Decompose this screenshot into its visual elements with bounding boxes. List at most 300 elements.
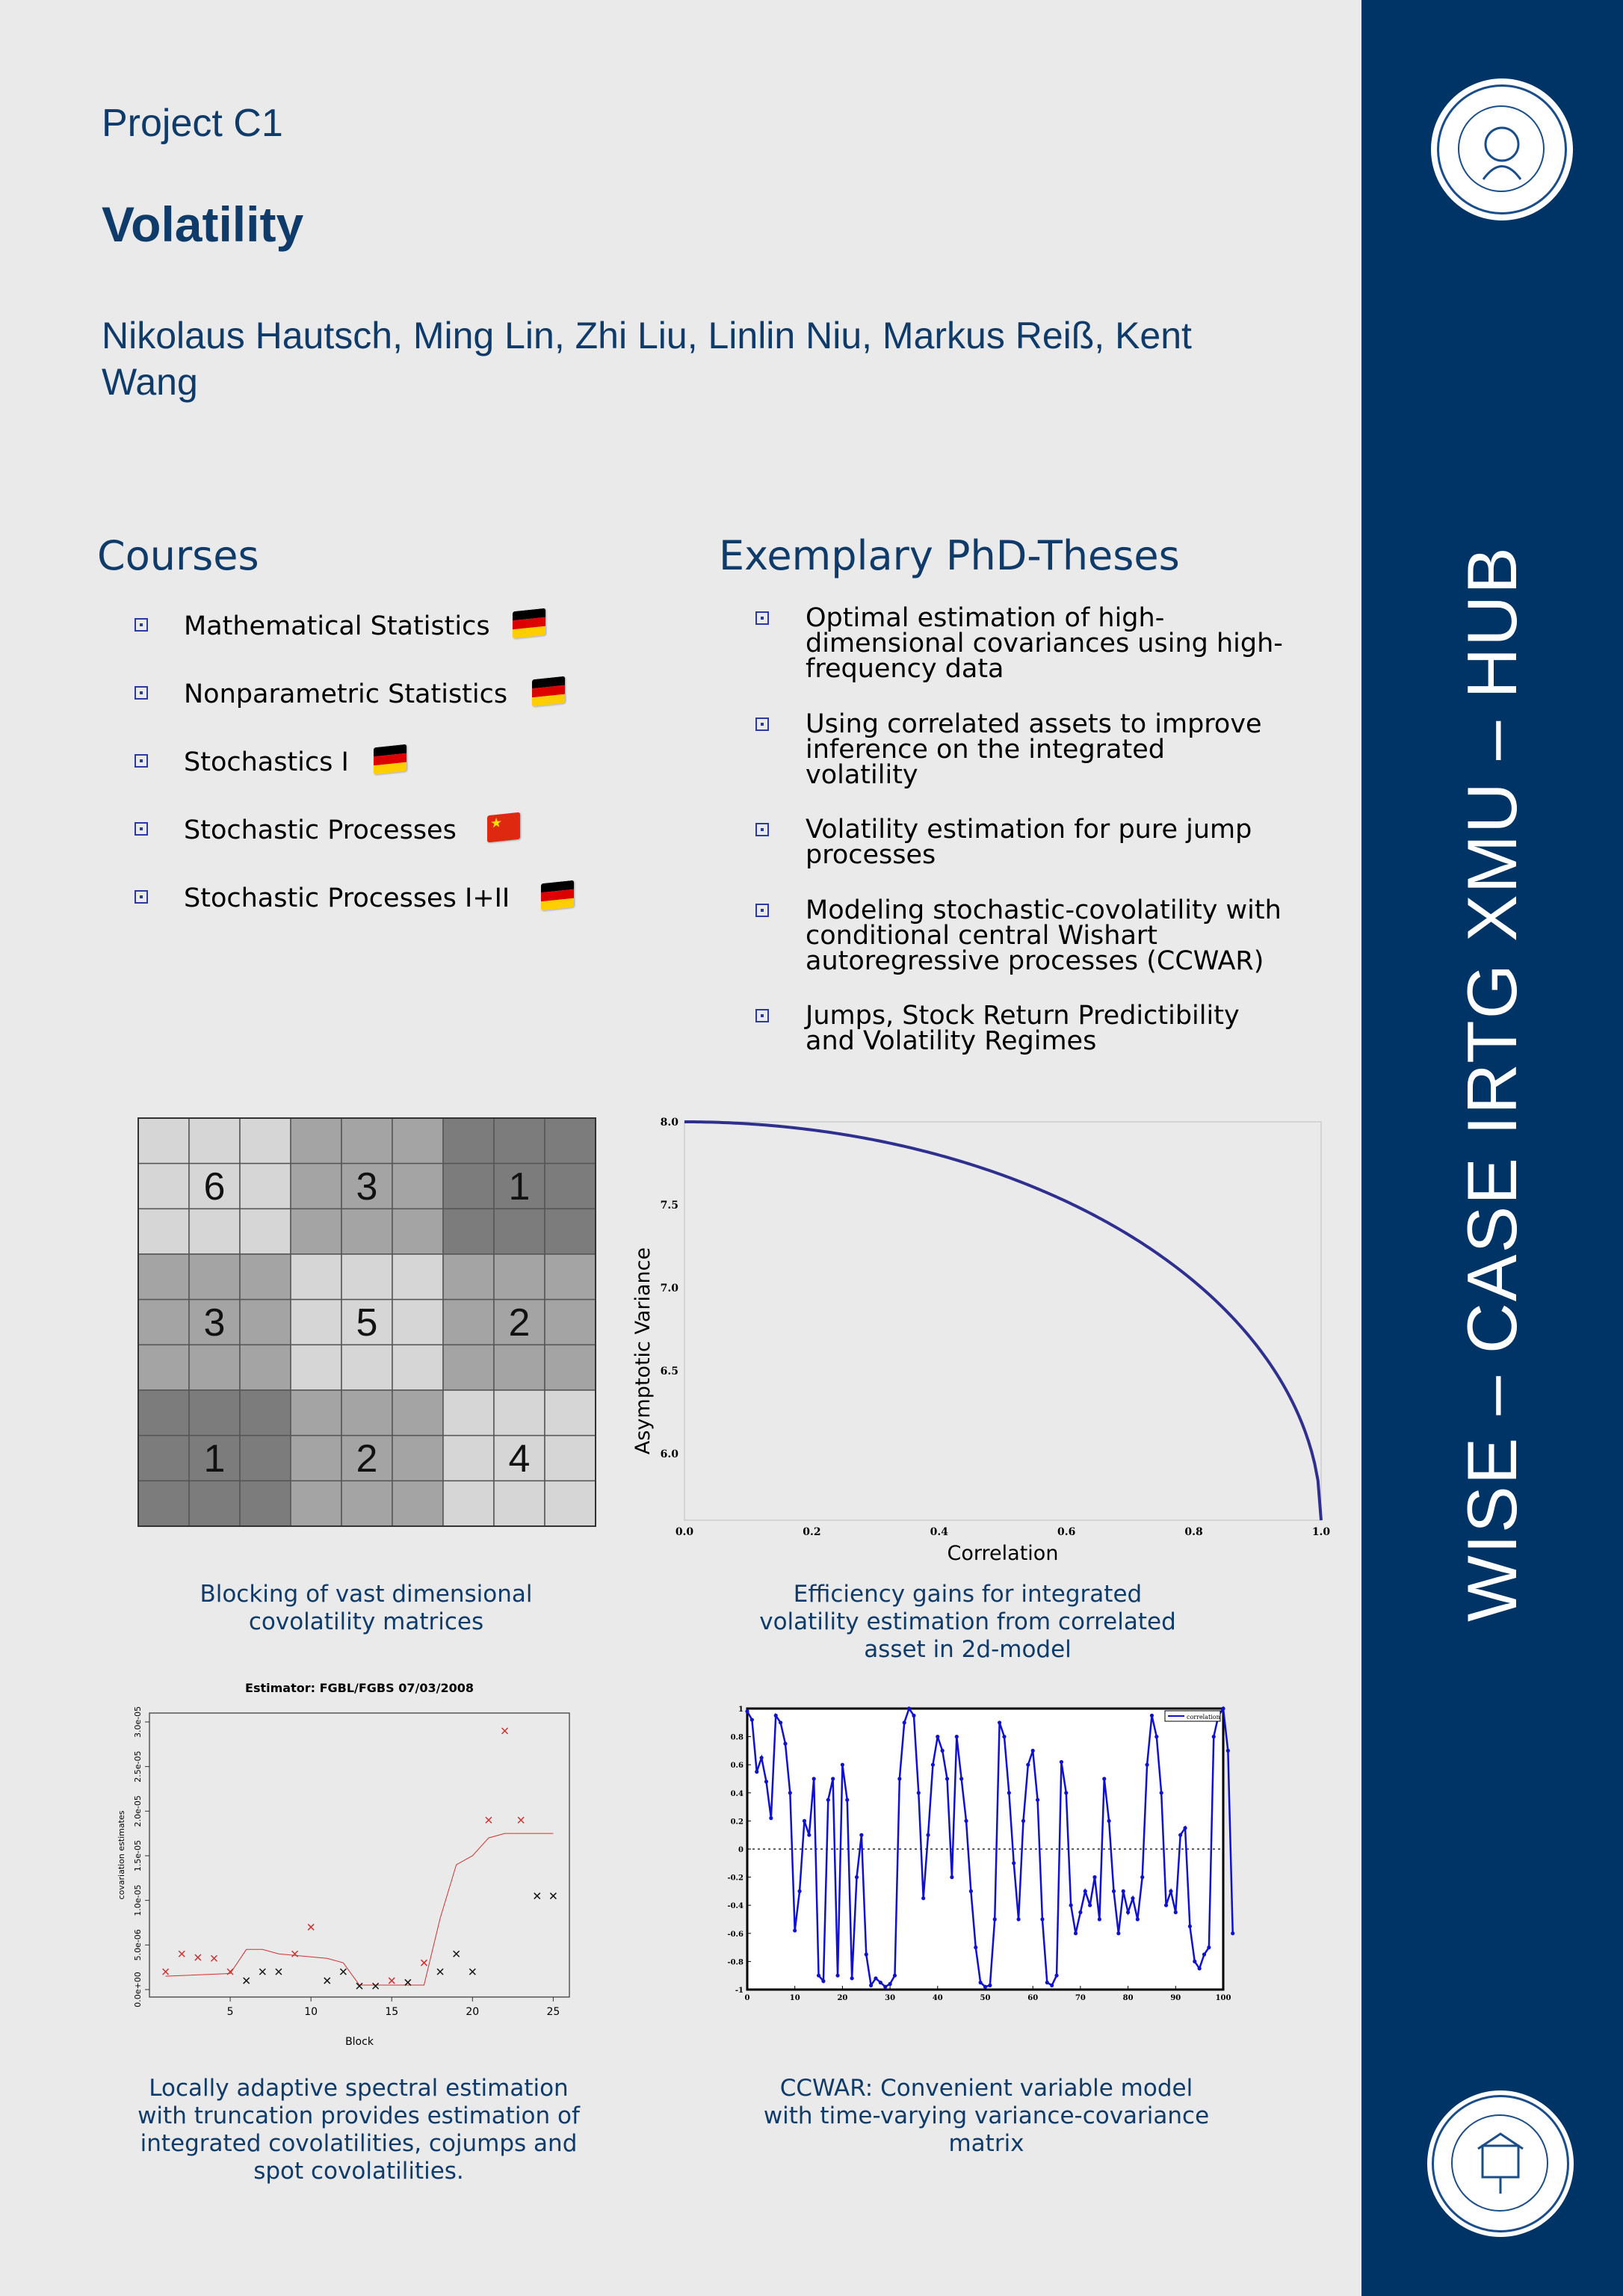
- grid-cell: [240, 1436, 291, 1481]
- grid-cell: [443, 1209, 494, 1254]
- correlation-point: [1136, 1917, 1140, 1921]
- grid-cell: [291, 1481, 341, 1526]
- correlation-point: [917, 1791, 921, 1794]
- black-point: [259, 1969, 265, 1975]
- correlation-point: [750, 1718, 754, 1721]
- correlation-point: [1160, 1791, 1163, 1794]
- correlation-point: [1207, 1945, 1211, 1949]
- x-tick-label: 60: [1027, 1994, 1039, 2002]
- grid-cell: [443, 1436, 494, 1481]
- thesis-line: conditional central Wishart: [806, 921, 1158, 951]
- block-number: 6: [203, 1165, 226, 1209]
- y-tick-label: 6.0: [660, 1448, 678, 1461]
- ccwar-chart: [717, 1697, 1240, 2003]
- plot-frame: [684, 1122, 1321, 1520]
- correlation-point: [979, 1981, 983, 1984]
- red-point: [179, 1951, 185, 1957]
- caption-blocking: [120, 1581, 613, 1636]
- correlation-point: [1074, 1931, 1078, 1935]
- correlation-point: [841, 1763, 844, 1767]
- red-point: [211, 1955, 217, 1961]
- correlation-point: [1045, 1981, 1049, 1984]
- correlation-point: [950, 1875, 953, 1879]
- correlation-point: [1154, 1735, 1158, 1738]
- thesis-line: frequency data: [806, 654, 1004, 684]
- correlation-point: [941, 1749, 945, 1753]
- x-tick-label: 80: [1122, 1994, 1134, 2002]
- variance-curve: [684, 1122, 1321, 1520]
- grid-cell: [494, 1390, 545, 1436]
- thesis-line: Jumps, Stock Return Predictibility: [806, 1001, 1240, 1031]
- correlation-point: [1202, 1952, 1206, 1956]
- bullet-icon: [755, 904, 769, 917]
- correlation-point: [1131, 1896, 1134, 1900]
- grid-cell: [341, 1481, 392, 1526]
- grid-cell: [443, 1254, 494, 1300]
- correlation-point: [869, 1984, 873, 1987]
- thesis-text: [806, 709, 1314, 790]
- y-tick-label: -0.6: [727, 1930, 744, 1939]
- germany-flag-icon: [513, 608, 545, 639]
- caption-line: matrix: [948, 2130, 1024, 2157]
- grid-cell: [545, 1300, 596, 1345]
- correlation-point: [1098, 1917, 1101, 1921]
- x-tick-label: 10: [304, 2006, 318, 2018]
- grid-cell: [341, 1118, 392, 1164]
- correlation-point: [1221, 1706, 1225, 1710]
- x-tick-label: 10: [789, 1994, 800, 2002]
- thesis-line: inference on the integrated: [806, 735, 1165, 765]
- grid-cell: [138, 1118, 189, 1164]
- grid-cell: [240, 1300, 291, 1345]
- grid-cell: [545, 1209, 596, 1254]
- bullet-icon: [755, 718, 769, 731]
- y-tick-label: 0: [738, 1846, 744, 1854]
- black-point: [437, 1969, 443, 1975]
- grid-cell: [443, 1118, 494, 1164]
- thesis-line: volatility: [806, 760, 918, 790]
- grid-cell: [494, 1254, 545, 1300]
- x-tick-label: 0.6: [1057, 1526, 1076, 1538]
- grid-cell: [240, 1209, 291, 1254]
- red-point: [195, 1954, 201, 1960]
- grid-cell: [341, 1345, 392, 1390]
- y-tick-label: -0.2: [727, 1874, 744, 1883]
- red-point: [486, 1817, 492, 1823]
- thesis-line: Modeling stochastic-covolatility with: [806, 895, 1282, 925]
- correlation-point: [812, 1777, 816, 1780]
- germany-flag-icon: [532, 676, 565, 707]
- grid-cell: [291, 1436, 341, 1481]
- y-tick-label: 2.0e-05: [133, 1795, 143, 1827]
- grid-cell: [545, 1390, 596, 1436]
- correlation-point: [1102, 1777, 1106, 1780]
- grid-cell: [341, 1209, 392, 1254]
- x-tick-label: 0.8: [1184, 1526, 1203, 1538]
- block-number: 3: [203, 1301, 226, 1345]
- course-label: Nonparametric Statistics: [184, 679, 508, 709]
- correlation-point: [779, 1721, 782, 1724]
- x-tick-label: 40: [932, 1994, 943, 2002]
- block-grid: [136, 1116, 598, 1528]
- black-point: [454, 1951, 460, 1957]
- correlation-point: [865, 1952, 868, 1956]
- correlation-point: [1040, 1917, 1044, 1921]
- correlation-point: [936, 1735, 939, 1738]
- caption-line: asset in 2d-model: [864, 1636, 1072, 1663]
- thesis-line: and Volatility Regimes: [806, 1026, 1097, 1056]
- correlation-point: [1092, 1875, 1096, 1879]
- bullet-icon: [755, 611, 769, 625]
- grid-cell: [545, 1345, 596, 1390]
- correlation-point: [793, 1928, 797, 1932]
- correlation-point: [807, 1833, 811, 1837]
- plot-frame: [149, 1713, 569, 1997]
- block-number: 2: [356, 1437, 378, 1481]
- sidebar: [1361, 0, 1623, 2296]
- y-tick-label: 0.6: [730, 1762, 744, 1771]
- correlation-point: [1054, 1974, 1058, 1978]
- caption-line: covolatility matrices: [248, 1608, 484, 1635]
- correlation-point: [1231, 1931, 1234, 1935]
- caption-line: CCWAR: Convenient variable model: [779, 2075, 1193, 2102]
- red-point: [421, 1960, 427, 1966]
- y-tick-label: 1.5e-05: [133, 1839, 143, 1872]
- correlation-point: [1188, 1925, 1192, 1928]
- grid-cell: [494, 1481, 545, 1526]
- grid-cell: [240, 1481, 291, 1526]
- caption-line: Blocking of vast dimensional: [200, 1581, 533, 1608]
- red-point: [292, 1951, 298, 1957]
- grid-cell: [341, 1390, 392, 1436]
- grid-cell: [189, 1345, 240, 1390]
- grid-cell: [138, 1300, 189, 1345]
- correlation-point: [921, 1896, 925, 1900]
- caption-line: volatility estimation from correlated: [759, 1608, 1176, 1635]
- bullet-icon: [135, 890, 148, 904]
- y-tick-label: -0.4: [727, 1902, 744, 1911]
- x-tick-label: 70: [1075, 1994, 1086, 2002]
- grid-cell: [189, 1481, 240, 1526]
- authors: Nikolaus Hautsch, Ming Lin, Zhi Liu, Linlin Niu, Markus Reiß, Kent Wang: [102, 315, 1192, 403]
- y-tick-label: 1.0e-05: [133, 1884, 143, 1916]
- correlation-point: [988, 1984, 992, 1987]
- thesis-text: [806, 895, 1314, 976]
- thesis-line: dimensional covariances using high-: [806, 629, 1283, 658]
- y-tick-label: 3.0e-05: [133, 1706, 143, 1738]
- correlation-point: [1026, 1763, 1030, 1767]
- grid-cell: [392, 1164, 443, 1209]
- grid-cell: [138, 1345, 189, 1390]
- x-axis-label: Correlation: [947, 1542, 1059, 1565]
- correlation-point: [907, 1706, 911, 1710]
- grid-cell: [494, 1118, 545, 1164]
- grid-cell: [443, 1300, 494, 1345]
- grid-cell: [545, 1164, 596, 1209]
- x-tick-label: 0.2: [803, 1526, 821, 1538]
- grid-cell: [189, 1254, 240, 1300]
- black-point: [550, 1893, 556, 1899]
- thesis-text: [806, 605, 1314, 682]
- grid-cell: [138, 1481, 189, 1526]
- grid-cell: [240, 1164, 291, 1209]
- correlation-point: [859, 1833, 863, 1837]
- correlation-point: [855, 1875, 859, 1879]
- x-tick-label: 100: [1215, 1994, 1231, 2002]
- correlation-point: [983, 1985, 987, 1989]
- black-point: [469, 1969, 475, 1975]
- correlation-point: [1193, 1960, 1196, 1963]
- china-flag-icon: ★: [487, 812, 520, 843]
- correlation-point: [903, 1721, 906, 1724]
- estimate-line: [166, 1833, 554, 1985]
- thesis-line: Volatility estimation for pure jump: [806, 815, 1252, 845]
- correlation-point: [1122, 1889, 1125, 1893]
- correlation-point: [826, 1798, 830, 1802]
- grid-cell: [291, 1209, 341, 1254]
- grid-cell: [291, 1254, 341, 1300]
- correlation-point: [893, 1974, 897, 1978]
- grid-cell: [545, 1118, 596, 1164]
- correlation-point: [745, 1709, 749, 1713]
- caption-efficiency: [717, 1581, 1218, 1664]
- grid-cell: [545, 1254, 596, 1300]
- bullet-icon: [135, 686, 148, 700]
- course-label: Stochastic Processes I+II: [184, 883, 510, 913]
- thesis-line: Optimal estimation of high-: [806, 603, 1165, 633]
- x-axis-label: Block: [345, 2036, 374, 2048]
- thesis-text: [806, 817, 1314, 868]
- y-tick-label: -1: [735, 1987, 744, 1995]
- correlation-point: [974, 1945, 977, 1949]
- x-tick-label: 5: [226, 2006, 234, 2018]
- correlation-point: [850, 1976, 854, 1980]
- grid-cell: [392, 1345, 443, 1390]
- grid-cell: [138, 1254, 189, 1300]
- course-label: Stochastic Processes: [184, 815, 457, 845]
- black-point: [244, 1978, 250, 1984]
- block-number: 5: [356, 1301, 378, 1345]
- thesis-text: [806, 1003, 1314, 1054]
- correlation-point: [821, 1979, 825, 1983]
- grid-cell: [138, 1164, 189, 1209]
- correlation-point: [1126, 1910, 1130, 1914]
- correlation-point: [883, 1985, 887, 1989]
- chart-title: Estimator: FGBL/FGBS 07/03/2008: [245, 1681, 474, 1695]
- theses-heading: Exemplary PhD-Theses: [719, 532, 1180, 579]
- thesis-line: Using correlated assets to improve: [806, 709, 1262, 739]
- grid-cell: [291, 1164, 341, 1209]
- grid-cell: [189, 1390, 240, 1436]
- y-axis-label: covariation estimates: [117, 1810, 126, 1900]
- grid-cell: [392, 1436, 443, 1481]
- correlation-point: [1178, 1833, 1182, 1837]
- germany-flag-icon: [541, 880, 574, 911]
- grid-cell: [240, 1390, 291, 1436]
- correlation-point: [1036, 1798, 1039, 1802]
- correlation-point: [888, 1982, 892, 1986]
- grid-cell: [189, 1118, 240, 1164]
- grid-cell: [240, 1118, 291, 1164]
- bullet-icon: [755, 1009, 769, 1022]
- correlation-point: [764, 1780, 768, 1783]
- project-label: Project C1: [102, 102, 283, 145]
- correlation-point: [969, 1889, 973, 1893]
- grid-cell: [291, 1300, 341, 1345]
- correlation-point: [879, 1981, 882, 1984]
- course-label: Mathematical Statistics: [184, 611, 490, 641]
- bullet-icon: [755, 823, 769, 836]
- y-axis-label: Asymptotic Variance: [631, 1247, 655, 1455]
- y-tick-label: 6.5: [660, 1365, 678, 1378]
- correlation-point: [831, 1777, 835, 1780]
- block-number: 3: [356, 1165, 378, 1209]
- x-tick-label: 0.0: [675, 1526, 694, 1538]
- xmu-seal-icon: [1427, 2090, 1574, 2237]
- caption-line: Locally adaptive spectral estimation: [149, 2075, 569, 2102]
- thesis-line: autoregressive processes (CCWAR): [806, 946, 1264, 976]
- black-point: [276, 1969, 282, 1975]
- grid-cell: [392, 1481, 443, 1526]
- grid-cell: [138, 1209, 189, 1254]
- estimator-chart: [112, 1674, 583, 2055]
- correlation-point: [1031, 1749, 1035, 1753]
- caption-spectral: [97, 2075, 620, 2185]
- block-number: 1: [203, 1437, 226, 1481]
- x-tick-label: 15: [385, 2006, 399, 2018]
- correlation-point: [926, 1833, 930, 1837]
- black-point: [373, 1983, 379, 1989]
- correlation-point: [1078, 1910, 1082, 1914]
- bullet-icon: [135, 822, 148, 836]
- humboldt-seal-icon: [1431, 78, 1573, 220]
- germany-flag-icon: [374, 744, 406, 775]
- grid-cell: [392, 1390, 443, 1436]
- correlation-point: [912, 1714, 915, 1718]
- correlation-point: [993, 1917, 997, 1921]
- x-tick-label: 20: [466, 2006, 480, 2018]
- black-point: [405, 1979, 411, 1985]
- caption-ccwar: [725, 2075, 1248, 2158]
- correlation-point: [803, 1819, 806, 1823]
- grid-cell: [545, 1436, 596, 1481]
- grid-cell: [189, 1209, 240, 1254]
- grid-cell: [443, 1164, 494, 1209]
- grid-cell: [392, 1118, 443, 1164]
- correlation-point: [1064, 1791, 1068, 1794]
- correlation-point: [817, 1974, 820, 1978]
- correlation-point: [955, 1735, 959, 1738]
- y-tick-label: 0.2: [730, 1818, 744, 1827]
- correlation-point: [1007, 1791, 1011, 1794]
- correlation-point: [1112, 1889, 1116, 1893]
- y-tick-label: -0.8: [727, 1958, 744, 1967]
- x-tick-label: 30: [885, 1994, 896, 2002]
- correlation-point: [788, 1791, 792, 1794]
- correlation-point: [1012, 1861, 1015, 1865]
- grid-cell: [341, 1254, 392, 1300]
- sidebar-title: WISE – CASE IRTG XMU – HUB: [1453, 546, 1531, 1622]
- page-title: Volatility: [102, 197, 304, 252]
- bullet-icon: [135, 618, 148, 632]
- correlation-point: [1088, 1904, 1092, 1907]
- grid-cell: [138, 1436, 189, 1481]
- correlation-point: [959, 1777, 963, 1780]
- bullet-icon: [135, 754, 148, 768]
- efficiency-chart: [628, 1106, 1330, 1570]
- y-tick-label: 1: [738, 1706, 744, 1714]
- x-tick-label: 20: [837, 1994, 848, 2002]
- correlation-point: [1226, 1749, 1230, 1753]
- black-point: [356, 1983, 362, 1989]
- grid-cell: [392, 1300, 443, 1345]
- red-point: [518, 1817, 524, 1823]
- grid-cell: [138, 1390, 189, 1436]
- course-label: Stochastics I: [184, 747, 349, 777]
- red-point: [308, 1924, 314, 1930]
- correlation-point: [1169, 1889, 1172, 1893]
- correlation-point: [1083, 1889, 1087, 1893]
- black-point: [534, 1893, 540, 1899]
- correlation-point: [760, 1756, 764, 1759]
- caption-line: Efficiency gains for integrated: [793, 1581, 1143, 1608]
- x-tick-label: 1.0: [1311, 1526, 1330, 1538]
- caption-line: spot covolatilities.: [253, 2158, 464, 2185]
- correlation-point: [964, 1819, 968, 1823]
- correlation-point: [797, 1889, 801, 1893]
- thesis-line: processes: [806, 840, 936, 870]
- correlation-point: [1016, 1917, 1020, 1921]
- correlation-point: [1002, 1735, 1006, 1738]
- correlation-point: [874, 1976, 877, 1980]
- grid-cell: [494, 1209, 545, 1254]
- correlation-point: [1060, 1760, 1063, 1764]
- y-tick-label: 2.5e-05: [133, 1750, 143, 1783]
- grid-cell: [443, 1481, 494, 1526]
- correlation-point: [1198, 1966, 1202, 1970]
- correlation-point: [769, 1816, 773, 1820]
- y-tick-label: 7.0: [660, 1283, 678, 1295]
- correlation-point: [1212, 1735, 1216, 1738]
- correlation-point: [1183, 1826, 1187, 1830]
- black-point: [324, 1978, 330, 1984]
- correlation-point: [1145, 1763, 1149, 1767]
- red-point: [502, 1728, 508, 1734]
- grid-cell: [240, 1345, 291, 1390]
- grid-cell: [291, 1345, 341, 1390]
- grid-cell: [240, 1254, 291, 1300]
- correlation-point: [755, 1770, 758, 1774]
- x-tick-label: 25: [546, 2006, 560, 2018]
- y-tick-label: 8.0: [660, 1117, 678, 1129]
- courses-heading: Courses: [97, 532, 259, 579]
- grid-cell: [494, 1345, 545, 1390]
- correlation-point: [1174, 1910, 1178, 1914]
- caption-line: with time-varying variance-covariance: [763, 2102, 1210, 2129]
- block-number: 2: [508, 1301, 531, 1345]
- red-point: [163, 1969, 169, 1975]
- correlation-point: [945, 1777, 949, 1780]
- block-number: 4: [508, 1437, 531, 1481]
- correlation-point: [845, 1798, 849, 1802]
- y-tick-label: 0.0e+00: [133, 1972, 143, 2008]
- correlation-point: [897, 1777, 901, 1780]
- y-tick-label: 0.8: [730, 1733, 744, 1742]
- x-tick-label: 0: [744, 1994, 750, 2002]
- y-tick-label: 0.4: [730, 1789, 744, 1798]
- correlation-point: [1050, 1984, 1054, 1987]
- x-tick-label: 0.4: [930, 1526, 948, 1538]
